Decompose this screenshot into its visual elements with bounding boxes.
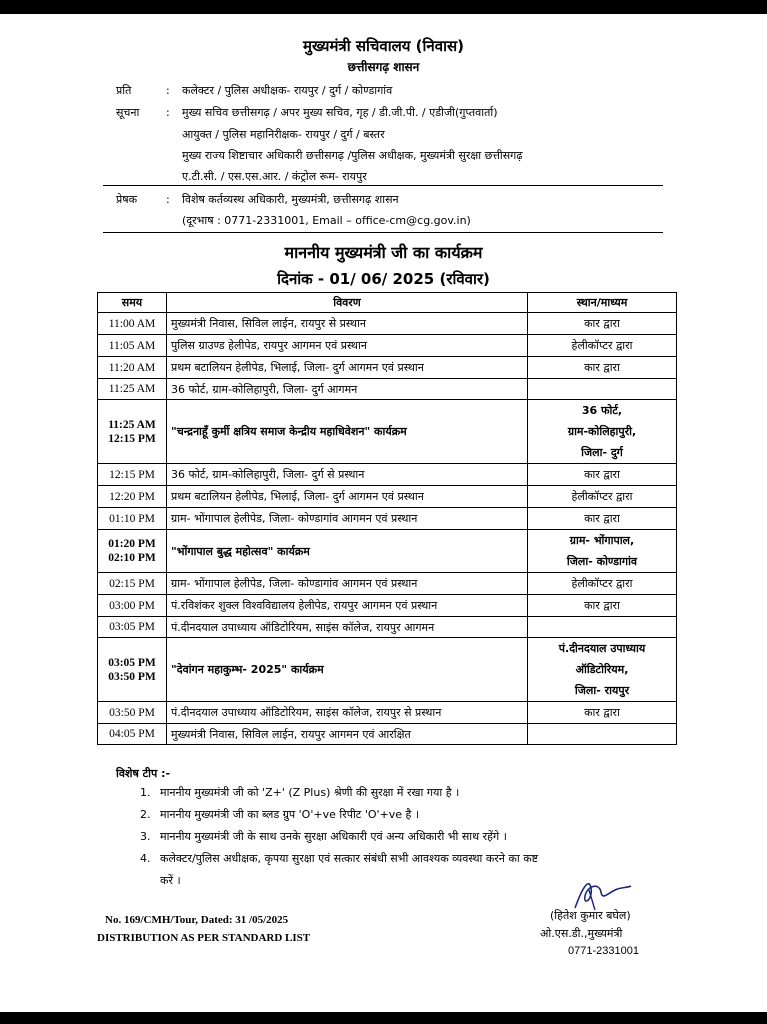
contact-line: (दूरभाष : 0771-2331001, Email – office-cm@cg.gov.in) <box>182 214 471 227</box>
schedule-body <box>98 313 677 745</box>
info-line: मुख्य राज्य शिष्टाचार अधिकारी छत्तीसगढ़ /पुलिस अधीक्षक, मुख्यमंत्री सुरक्षा छत्तीसगढ़ <box>182 149 523 162</box>
info-line: मुख्य सचिव छत्तीसगढ़ / अपर मुख्य सचिव, गृह / डी.जी.पी. / एडीजी(गुप्तवार्ता) <box>182 106 498 119</box>
row-details: प्रथम बटालियन हेलीपेड, भिलाई, जिला- दुर्ग आगमन एवं प्रस्थान <box>167 357 528 379</box>
row-details: पं.रविशंकर शुक्ल विश्वविद्यालय हेलीपेड, रायपुर आगमन एवं प्रस्थान <box>167 595 528 617</box>
row-details: पं.दीनदयाल उपाध्याय ऑडिटोरियम, साइंस कॉलेज, रायपुर आगमन <box>167 617 528 638</box>
time-text: 12:20 PM <box>109 490 155 503</box>
table-header-row <box>98 293 677 313</box>
note-number: 2. <box>140 808 151 821</box>
table-row <box>98 379 677 400</box>
sender-label: प्रेषक <box>116 193 138 206</box>
row-time <box>98 357 167 379</box>
row-time <box>98 638 167 702</box>
row-time <box>98 486 167 508</box>
divider <box>103 232 663 233</box>
row-place <box>528 530 677 573</box>
row-time <box>98 508 167 530</box>
signatory-phone: 0771-2331001 <box>568 945 639 957</box>
time-text: 01:10 PM <box>109 512 155 525</box>
place-text: जिला- रायपुर <box>574 684 630 697</box>
place-text: 36 फोर्ट, <box>581 404 623 417</box>
place-text: हेलीकॉप्टर द्वारा <box>571 490 633 503</box>
row-details: 36 फोर्ट, ग्राम-कोलिहापुरी, जिला- दुर्ग आगमन <box>167 379 528 400</box>
bottom-black-border <box>0 1012 767 1024</box>
time-text: 03:05 PM <box>108 656 156 669</box>
place-text: पं.दीनदयाल उपाध्याय <box>558 642 646 655</box>
row-place <box>528 638 677 702</box>
time-text: 12:15 PM <box>108 432 156 445</box>
row-details: "देवांगन महाकुम्भ- 2025" कार्यक्रम <box>167 638 528 702</box>
time-text: 03:50 PM <box>109 706 155 719</box>
time-text: 11:25 AM <box>108 418 156 431</box>
note-text: माननीय मुख्यमंत्री जी को 'Z+' (Z Plus) श्रेणी की सुरक्षा में रखा गया है । <box>160 786 460 799</box>
place-text: कार द्वारा <box>584 317 620 330</box>
info-line: आयुक्त / पुलिस महानिरीक्षक- रायपुर / दुर्ग / बस्तर <box>182 128 385 141</box>
row-details: "भोंगापाल बुद्ध महोत्सव" कार्यक्रम <box>167 530 528 573</box>
row-place <box>528 617 677 638</box>
signatory-name: (हितेश कुमार बघेल) <box>550 909 631 922</box>
colon: : <box>166 193 170 206</box>
row-place <box>528 313 677 335</box>
table-row <box>98 724 677 745</box>
row-details: प्रथम बटालियन हेलीपेड, भिलाई, जिला- दुर्ग आगमन एवं प्रस्थान <box>167 486 528 508</box>
place-text: जिला- दुर्ग <box>581 446 623 459</box>
row-place <box>528 573 677 595</box>
row-place <box>528 400 677 464</box>
row-details: "चन्द्रनाहूँ कुर्मी क्षत्रिय समाज केन्द्रीय महाधिवेशन" कार्यक्रम <box>167 400 528 464</box>
time-text: 11:05 AM <box>108 339 156 352</box>
table-row <box>98 530 677 573</box>
row-place <box>528 335 677 357</box>
date-line: दिनांक - 01/ 06/ 2025 (रविवार) <box>277 270 490 288</box>
place-text: कार द्वारा <box>584 512 620 525</box>
to-value: कलेक्टर / पुलिस अधीक्षक- रायपुर / दुर्ग / कोण्डागांव <box>182 84 393 97</box>
table-row <box>98 486 677 508</box>
row-place <box>528 379 677 400</box>
header-time: समय <box>98 293 167 313</box>
signatory-designation: ओ.एस.डी.,मुख्यमंत्री <box>540 927 623 940</box>
time-text: 11:25 AM <box>108 383 156 395</box>
government-heading: छत्तीसगढ़ शासन <box>347 60 420 74</box>
row-time <box>98 335 167 357</box>
colon: : <box>166 84 170 97</box>
row-details: ग्राम- भोंगापाल हेलीपेड, जिला- कोण्डागांव आगमन एवं प्रस्थान <box>167 508 528 530</box>
place-text: कार द्वारा <box>584 361 620 374</box>
to-label: प्रति <box>116 84 132 97</box>
time-text: 11:00 AM <box>108 317 156 330</box>
table-row <box>98 617 677 638</box>
time-text: 01:20 PM <box>108 538 156 550</box>
row-place <box>528 357 677 379</box>
row-place <box>528 508 677 530</box>
note-text: माननीय मुख्यमंत्री जी का ब्लड ग्रुप 'O'+ve रिपीट 'O'+ve है । <box>160 808 420 821</box>
table-row <box>98 464 677 486</box>
table-row <box>98 313 677 335</box>
time-text: 02:15 PM <box>109 577 155 590</box>
note-text: कलेक्टर/पुलिस अधीक्षक, कृपया सुरक्षा एवं सत्कार संबंधी सभी आवश्यक व्यवस्था करने का कष्ट <box>160 852 539 865</box>
row-place <box>528 464 677 486</box>
row-details: मुख्यमंत्री निवास, सिविल लाईन, रायपुर से प्रस्थान <box>167 313 528 335</box>
time-text: 03:05 PM <box>109 621 155 633</box>
info-label: सूचना <box>116 106 140 119</box>
info-line: ए.टी.सी. / एस.एस.आर. / कंट्रोल रूम- रायपुर <box>182 170 367 183</box>
notes-heading: विशेष टीप :- <box>116 767 171 780</box>
row-place <box>528 724 677 745</box>
place-text: ग्राम- भोंगापाल, <box>569 534 635 547</box>
schedule-table <box>97 292 677 745</box>
table-row <box>98 595 677 617</box>
office-heading: मुख्यमंत्री सचिवालय (निवास) <box>303 37 464 55</box>
time-text: 03:50 PM <box>108 670 156 683</box>
place-text: कार द्वारा <box>584 706 620 719</box>
time-text: 12:15 PM <box>109 468 155 481</box>
place-text: हेलीकॉप्टर द्वारा <box>571 577 633 590</box>
row-time <box>98 617 167 638</box>
row-details: ग्राम- भोंगापाल हेलीपेड, जिला- कोण्डागांव आगमन एवं प्रस्थान <box>167 573 528 595</box>
place-text: कार द्वारा <box>584 599 620 612</box>
row-details: मुख्यमंत्री निवास, सिविल लाईन, रायपुर आगमन एवं आरक्षित <box>167 724 528 745</box>
place-text: जिला- कोण्डागांव <box>566 555 638 568</box>
time-text: 03:00 PM <box>109 599 155 612</box>
row-time <box>98 379 167 400</box>
time-text: 02:10 PM <box>108 552 156 564</box>
table-row <box>98 508 677 530</box>
row-time <box>98 464 167 486</box>
reference-number: No. 169/CMH/Tour, Dated: 31 /05/2025 <box>105 914 289 926</box>
note-text: माननीय मुख्यमंत्री जी के साथ उनके सुरक्षा अधिकारी एवं अन्य अधिकारी भी साथ रहेंगे । <box>160 830 507 843</box>
top-black-border <box>0 0 767 14</box>
row-place <box>528 595 677 617</box>
row-time <box>98 702 167 724</box>
place-text: ग्राम-कोलिहापुरी, <box>567 425 637 438</box>
sender-value: विशेष कर्तव्यस्थ अधिकारी, मुख्यमंत्री, छत्तीसगढ़ शासन <box>182 193 399 206</box>
row-details: पं.दीनदयाल उपाध्याय ऑडिटोरियम, साइंस कॉलेज, रायपुर से प्रस्थान <box>167 702 528 724</box>
divider <box>103 185 663 186</box>
place-text: हेलीकॉप्टर द्वारा <box>571 339 633 352</box>
table-row <box>98 335 677 357</box>
distribution-note: DISTRIBUTION AS PER STANDARD LIST <box>97 932 311 944</box>
row-place <box>528 486 677 508</box>
place-text: कार द्वारा <box>584 468 620 481</box>
note-number: 4. <box>140 852 151 865</box>
note-number: 1. <box>140 786 151 799</box>
time-text: 11:20 AM <box>108 361 156 374</box>
table-row <box>98 702 677 724</box>
table-row <box>98 573 677 595</box>
row-place <box>528 702 677 724</box>
row-details: पुलिस ग्राउण्ड हेलीपेड, रायपुर आगमन एवं प्रस्थान <box>167 335 528 357</box>
table-row <box>98 638 677 702</box>
row-time <box>98 313 167 335</box>
note-text: करें । <box>160 874 181 887</box>
time-text: 04:05 PM <box>109 728 155 740</box>
table-row <box>98 357 677 379</box>
row-time <box>98 573 167 595</box>
colon: : <box>166 106 170 119</box>
note-number: 3. <box>140 830 151 843</box>
row-time <box>98 530 167 573</box>
place-text: ऑडिटोरियम, <box>575 663 629 676</box>
row-time <box>98 595 167 617</box>
table-row <box>98 400 677 464</box>
header-details: विवरण <box>167 293 528 313</box>
header-place: स्थान/माध्यम <box>528 293 677 313</box>
row-details: 36 फोर्ट, ग्राम-कोलिहापुरी, जिला- दुर्ग से प्रस्थान <box>167 464 528 486</box>
row-time <box>98 400 167 464</box>
document-title: माननीय मुख्यमंत्री जी का कार्यक्रम <box>284 243 483 262</box>
row-time <box>98 724 167 745</box>
